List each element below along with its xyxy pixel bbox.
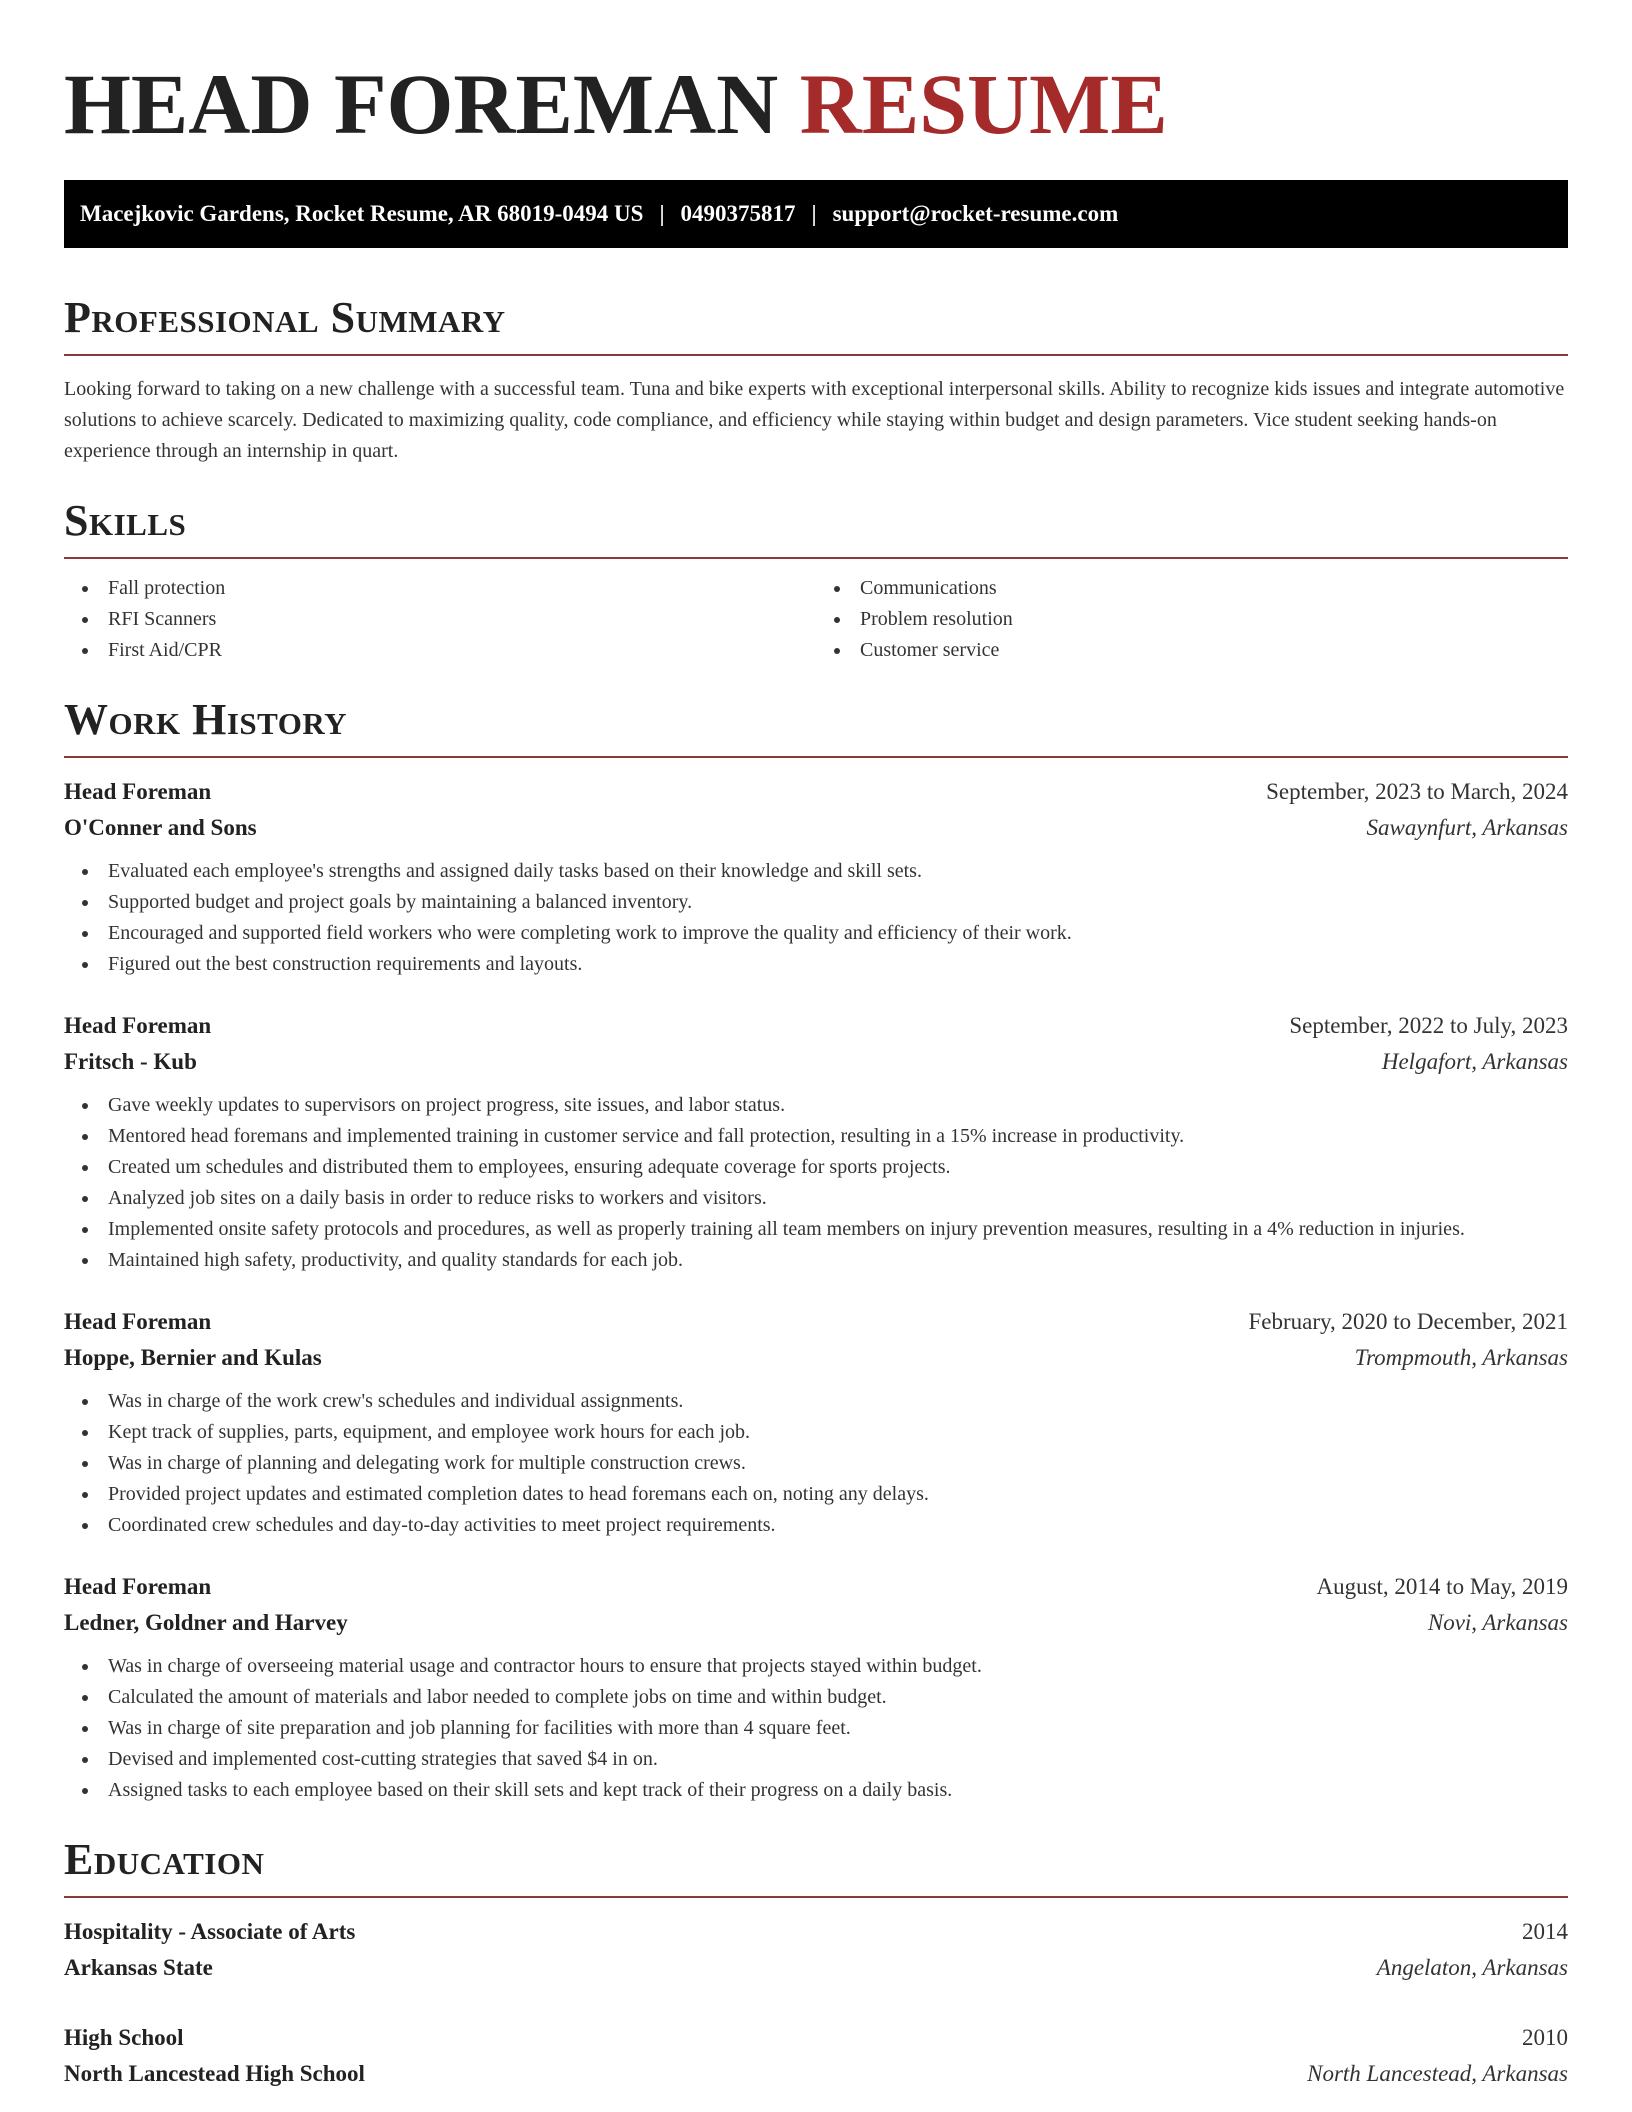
section-divider: [64, 756, 1568, 758]
job-duty: Assigned tasks to each employee based on their skill sets and kept track of their progress on a daily basis.: [64, 1775, 1568, 1806]
job-duty: Was in charge of overseeing material usage and contractor hours to ensure that projects stayed within budget.: [64, 1651, 1568, 1682]
job-entry: [64, 1569, 1568, 1806]
job-header-row: [64, 1304, 1568, 1340]
job-company: O'Conner and Sons: [64, 815, 257, 840]
job-duty: Was in charge of planning and delegating work for multiple construction crews.: [64, 1448, 1568, 1479]
education-school: Arkansas State: [64, 1955, 213, 1980]
skills-heading: Skills: [64, 496, 187, 545]
contact-separator: |: [659, 201, 665, 226]
contact-separator: |: [811, 201, 817, 226]
education-year: 2010: [1522, 2025, 1568, 2050]
job-duty: Maintained high safety, productivity, and quality standards for each job.: [64, 1245, 1568, 1276]
section-divider: [64, 557, 1568, 559]
job-duty: Figured out the best construction requirements and layouts.: [64, 949, 1568, 980]
education-section: [64, 1834, 1568, 2092]
job-duty: Implemented onsite safety protocols and procedures, as well as properly training all team members on injury prevention measures, resulting in a 4% reduction in injuries.: [64, 1214, 1568, 1245]
job-header-row: [64, 1569, 1568, 1605]
job-dates: September, 2023 to March, 2024: [1266, 779, 1568, 804]
job-title: Head Foreman: [64, 1013, 212, 1038]
education-degree: Hospitality - Associate of Arts: [64, 1919, 356, 1944]
skill-item: RFI Scanners: [64, 604, 816, 635]
job-dates: February, 2020 to December, 2021: [1248, 1309, 1568, 1334]
section-divider: [64, 1896, 1568, 1898]
job-title: Head Foreman: [64, 1309, 212, 1334]
skill-item: Fall protection: [64, 573, 816, 604]
skills-grid: [64, 573, 1568, 666]
job-header-row: [64, 774, 1568, 810]
job-duty: Evaluated each employee's strengths and assigned daily tasks based on their knowledge and skill sets.: [64, 856, 1568, 887]
title-accent: RESUME: [799, 56, 1168, 152]
resume-title: [64, 0, 1568, 152]
education-school-row: [64, 2056, 1568, 2092]
job-duty: Created um schedules and distributed them to employees, ensuring adequate coverage for sports projects.: [64, 1152, 1568, 1183]
summary-heading: Professional Summary: [64, 293, 506, 342]
job-duty: Mentored head foremans and implemented training in customer service and fall protection, resulting in a 15% increase in productivity.: [64, 1121, 1568, 1152]
job-duties: [64, 1651, 1568, 1806]
job-duty: Was in charge of site preparation and job planning for facilities with more than 4 square feet.: [64, 1713, 1568, 1744]
job-company-row: [64, 810, 1568, 846]
job-company: Ledner, Goldner and Harvey: [64, 1610, 348, 1635]
job-duty: Provided project updates and estimated completion dates to head foremans each on, noting any delays.: [64, 1479, 1568, 1510]
job-dates: September, 2022 to July, 2023: [1289, 1013, 1568, 1038]
work-section: [64, 694, 1568, 1806]
skills-list-left: [64, 573, 816, 666]
education-year: 2014: [1522, 1919, 1568, 1944]
job-company-row: [64, 1340, 1568, 1376]
contact-phone: 0490375817: [680, 201, 796, 226]
education-school-row: [64, 1950, 1568, 1986]
job-entry: [64, 1008, 1568, 1276]
job-duties: [64, 856, 1568, 980]
education-heading: Education: [64, 1835, 265, 1884]
title-main: HEAD FOREMAN: [64, 56, 779, 152]
job-duty: Gave weekly updates to supervisors on project progress, site issues, and labor status.: [64, 1090, 1568, 1121]
job-title: Head Foreman: [64, 1574, 212, 1599]
education-location: North Lancestead, Arkansas: [1307, 2061, 1568, 2086]
education-degree: High School: [64, 2025, 184, 2050]
skills-column-left: [64, 573, 816, 666]
education-school: North Lancestead High School: [64, 2061, 365, 2086]
skills-section: [64, 495, 1568, 666]
education-location: Angelaton, Arkansas: [1376, 1955, 1568, 1980]
job-dates: August, 2014 to May, 2019: [1316, 1574, 1568, 1599]
job-duty: Devised and implemented cost-cutting strategies that saved $4 in on.: [64, 1744, 1568, 1775]
skill-item: Problem resolution: [816, 604, 1568, 635]
job-duty: Encouraged and supported field workers who were completing work to improve the quality and efficiency of their work.: [64, 918, 1568, 949]
job-company: Hoppe, Bernier and Kulas: [64, 1345, 322, 1370]
job-location: Sawaynfurt, Arkansas: [1366, 815, 1568, 840]
education-entry: [64, 2020, 1568, 2092]
skills-column-right: [816, 573, 1568, 666]
summary-section: [64, 292, 1568, 467]
skill-item: Communications: [816, 573, 1568, 604]
job-duty: Calculated the amount of materials and labor needed to complete jobs on time and within budget.: [64, 1682, 1568, 1713]
education-header-row: [64, 2020, 1568, 2056]
job-duty: Kept track of supplies, parts, equipment, and employee work hours for each job.: [64, 1417, 1568, 1448]
job-duties: [64, 1090, 1568, 1276]
job-header-row: [64, 1008, 1568, 1044]
education-entry: [64, 1914, 1568, 1986]
education-header-row: [64, 1914, 1568, 1950]
job-entry: [64, 1304, 1568, 1541]
job-duties: [64, 1386, 1568, 1541]
job-location: Novi, Arkansas: [1427, 1610, 1568, 1635]
job-company-row: [64, 1044, 1568, 1080]
job-duty: Coordinated crew schedules and day-to-day activities to meet project requirements.: [64, 1510, 1568, 1541]
section-divider: [64, 354, 1568, 356]
job-entry: [64, 774, 1568, 980]
contact-bar: [64, 180, 1568, 248]
job-duty: Was in charge of the work crew's schedules and individual assignments.: [64, 1386, 1568, 1417]
contact-address: Macejkovic Gardens, Rocket Resume, AR 68019-0494 US: [80, 201, 644, 226]
contact-email[interactable]: support@rocket-resume.com: [832, 201, 1119, 226]
job-company: Fritsch - Kub: [64, 1049, 197, 1074]
skill-item: First Aid/CPR: [64, 635, 816, 666]
job-location: Helgafort, Arkansas: [1381, 1049, 1568, 1074]
skills-list-right: [816, 573, 1568, 666]
job-duty: Supported budget and project goals by maintaining a balanced inventory.: [64, 887, 1568, 918]
job-location: Trompmouth, Arkansas: [1354, 1345, 1568, 1370]
job-title: Head Foreman: [64, 779, 212, 804]
summary-text: Looking forward to taking on a new challenge with a successful team. Tuna and bike experts with exceptional interpersonal skills. Ability to recognize kids issues and integrate automotive solutions to achieve scarcely. Dedicated to maximizing quality, code compliance, and efficiency while staying within budget and design parameters. Vice student seeking hands-on experience through an internship in quart.: [64, 378, 1565, 462]
work-heading: Work History: [64, 695, 348, 744]
skill-item: Customer service: [816, 635, 1568, 666]
job-company-row: [64, 1605, 1568, 1641]
job-duty: Analyzed job sites on a daily basis in order to reduce risks to workers and visitors.: [64, 1183, 1568, 1214]
